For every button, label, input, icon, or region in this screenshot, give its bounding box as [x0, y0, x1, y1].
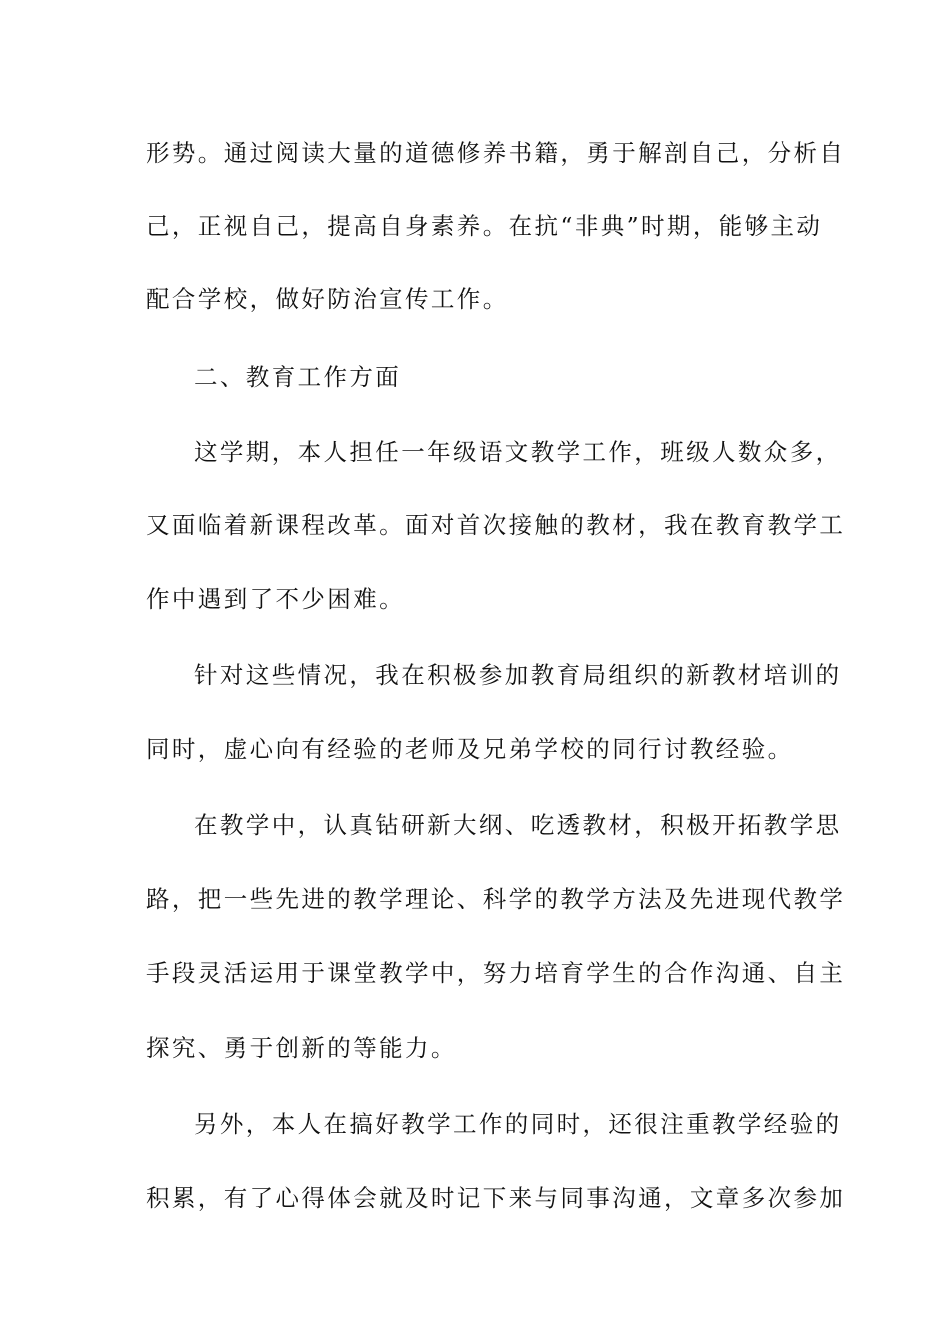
text-line: 同时，虚心向有经验的老师及兄弟学校的同行讨教经验。: [146, 735, 794, 763]
text-line: 积累，有了心得体会就及时记下来与同事沟通，文章多次参加: [146, 1184, 846, 1212]
text-line: 己，正视自己，提高自身素养。在抗“非典”时期，能够主动: [146, 212, 823, 240]
text-line: 这学期，本人担任一年级语文教学工作，班级人数众多，: [194, 438, 842, 466]
text-line: 另外，本人在搞好教学工作的同时，还很注重教学经验的: [194, 1110, 842, 1138]
text-line: 路，把一些先进的教学理论、科学的教学方法及先进现代教学: [146, 885, 846, 913]
text-line: 又面临着新课程改革。面对首次接触的教材，我在教育教学工: [146, 511, 846, 539]
text-line: 手段灵活运用于课堂教学中，努力培育学生的合作沟通、自主: [146, 959, 846, 987]
text-line: 在教学中，认真钻研新大纲、吃透教材，积极开拓教学思: [194, 811, 842, 839]
section-heading: 二、教育工作方面: [194, 363, 402, 391]
text-line: 针对这些情况，我在积极参加教育局组织的新教材培训的: [194, 661, 842, 689]
text-line: 配合学校，做好防治宣传工作。: [146, 285, 509, 313]
text-line: 作中遇到了不少困难。: [146, 585, 405, 613]
text-line: 形势。通过阅读大量的道德修养书籍，勇于解剖自己，分析自: [146, 139, 846, 167]
text-line: 探究、勇于创新的等能力。: [146, 1034, 457, 1062]
